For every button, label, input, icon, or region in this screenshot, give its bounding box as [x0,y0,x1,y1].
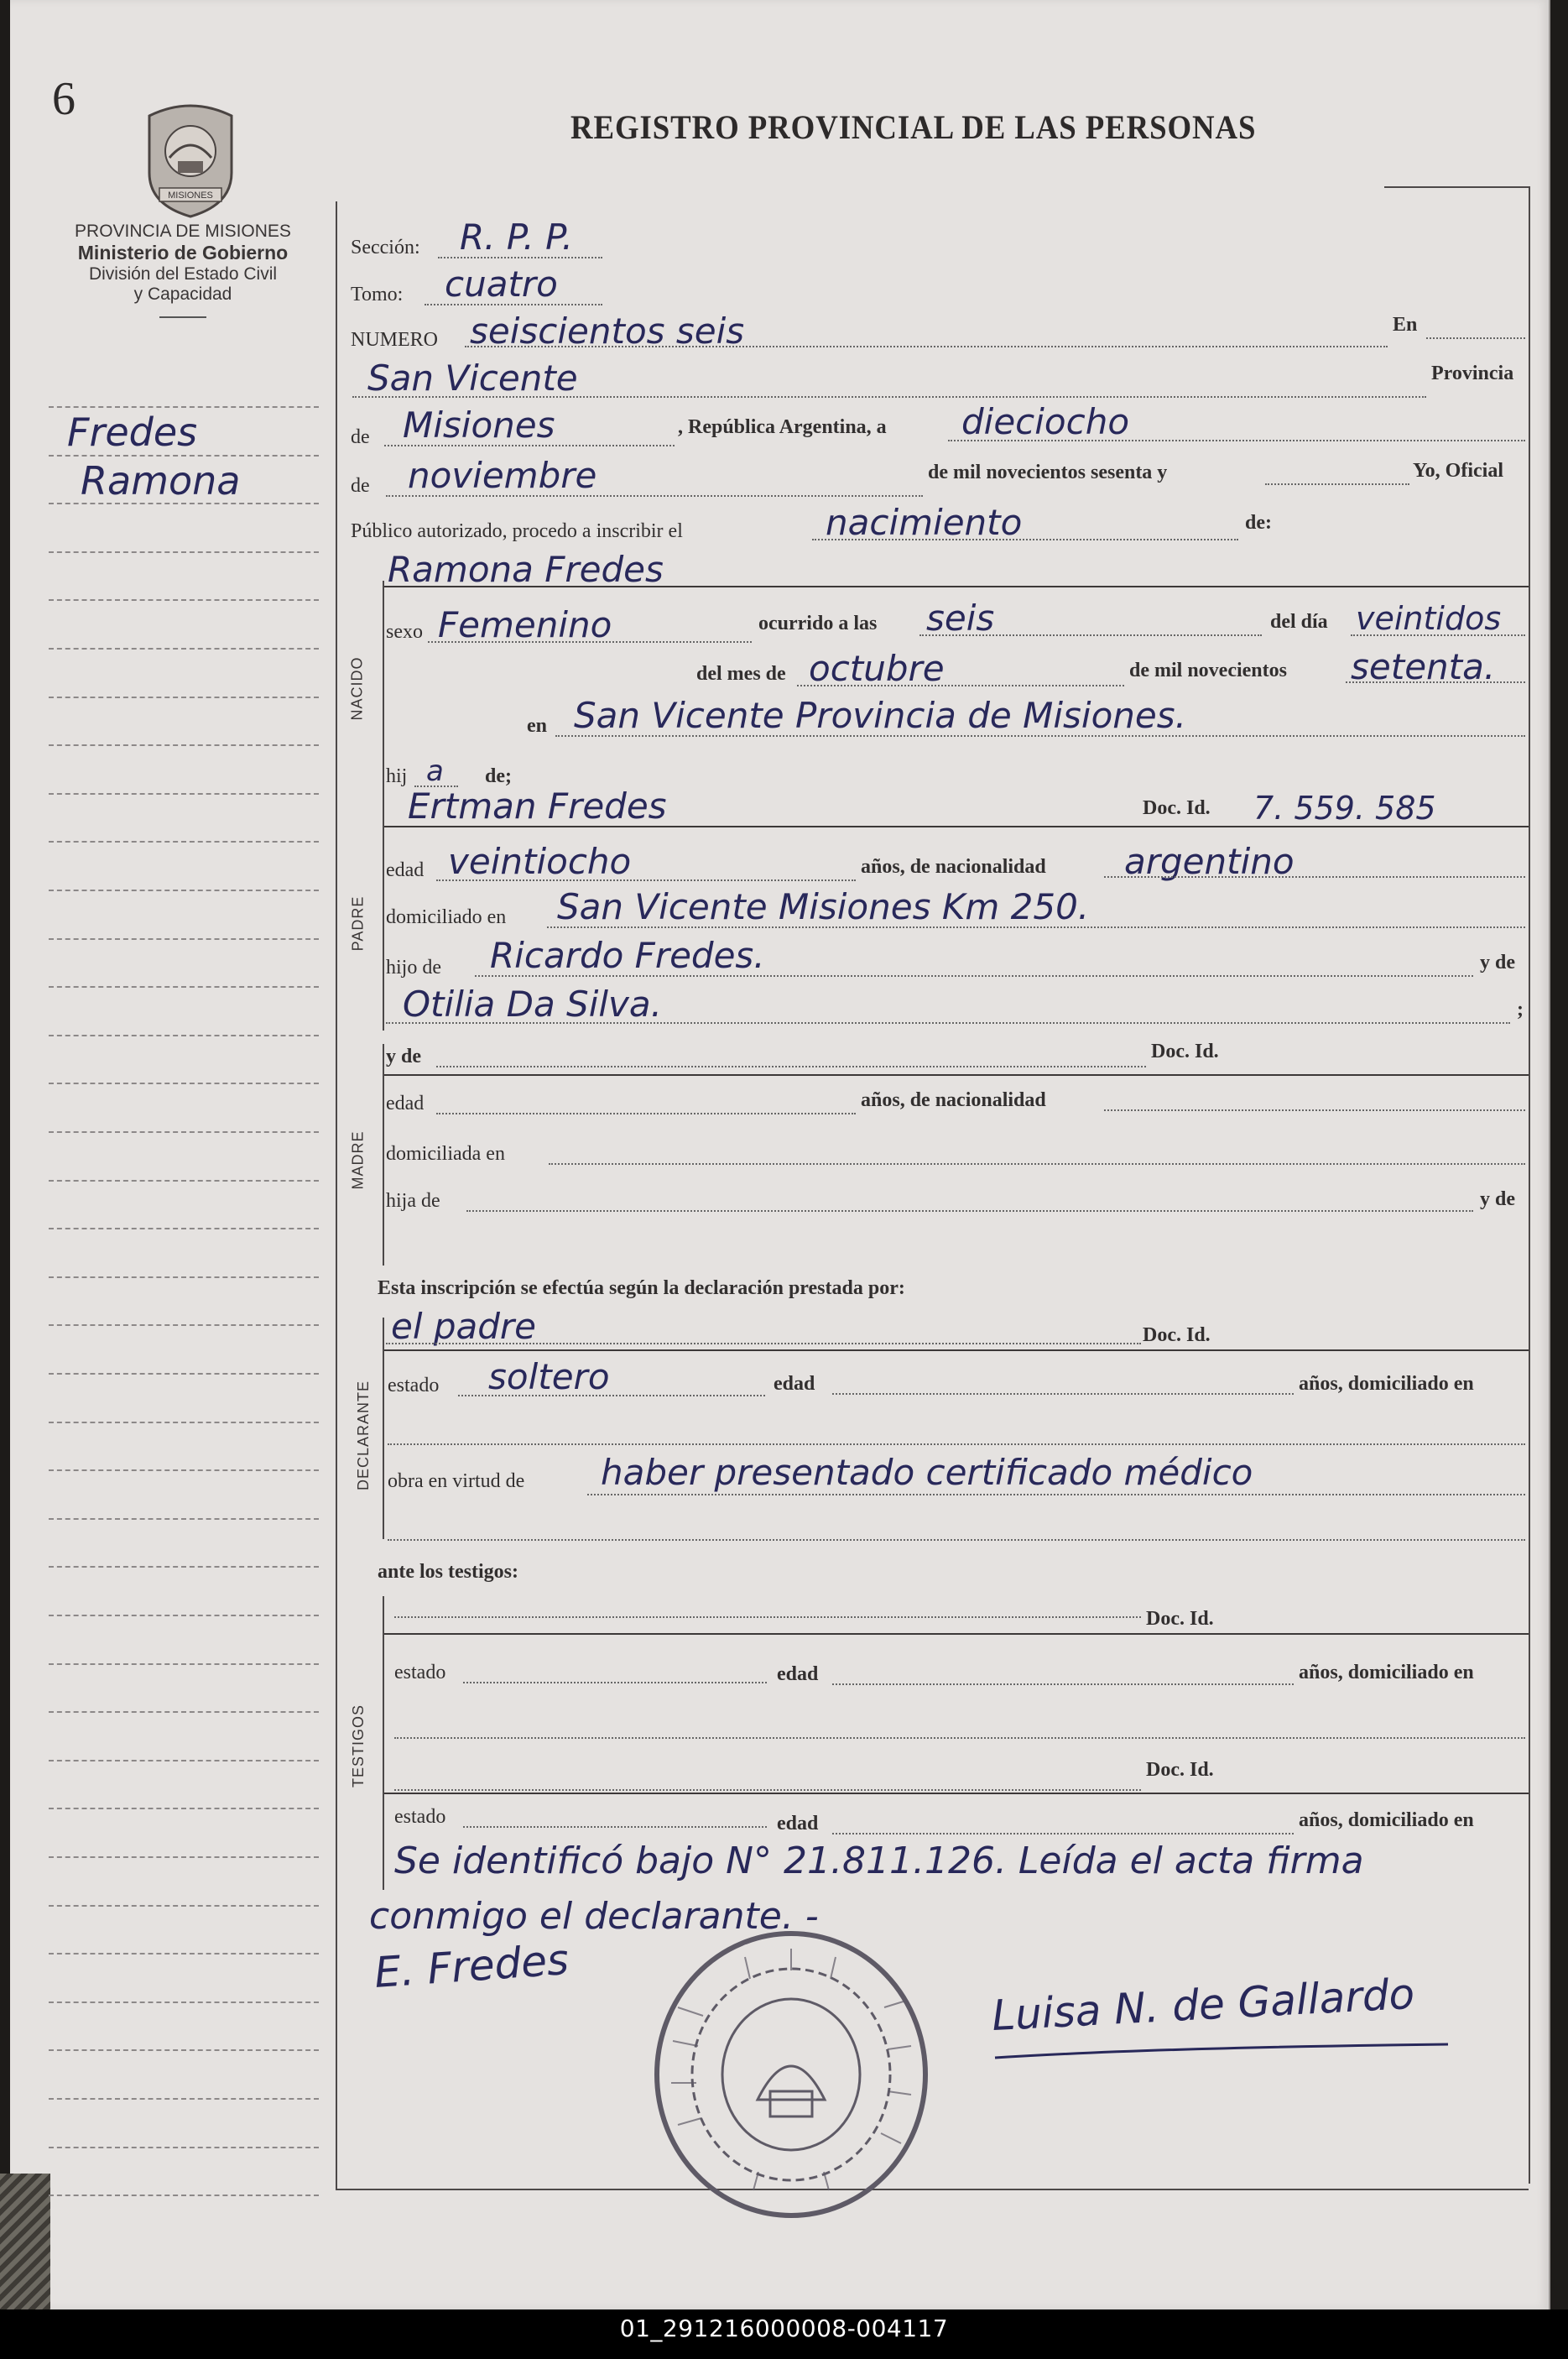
declarante-obra-value: haber presentado certificado médico [601,1452,1253,1493]
testigo1-estado-line [463,1682,767,1683]
testigo2-name-line [394,1789,1141,1791]
testigo1-doc-label: Doc. Id. [1146,1608,1214,1630]
margin-rule-line [49,1711,319,1713]
hij-value: a [426,754,444,788]
declarante-intro: Esta inscripción se efectúa según la declaración prestada por: [378,1277,905,1299]
padre-domicilio-line [547,926,1525,928]
place-born-line [555,735,1525,737]
margin-rule-line [49,406,319,408]
padre-doc-value: 7. 559. 585 [1253,790,1436,827]
madre-edad-label: edad [386,1093,425,1114]
declarante-edad-label: edad [774,1373,815,1395]
closing-line-2: conmigo el declarante. - [369,1895,819,1938]
margin-rule-line [49,697,319,698]
image-filename: 01_291216000008-004117 [619,2315,949,2342]
official-stamp-seal [644,1923,938,2226]
margin-rule-line [49,1760,319,1761]
month-born-line [797,685,1124,686]
tomo-label: Tomo: [351,284,404,305]
del-dia-label: del día [1270,611,1328,633]
padre-father-value: Ricardo Fredes. [490,935,765,976]
margin-rule-line [49,986,319,988]
declarante-signature: E. Fredes [372,1934,570,1998]
testigo1-estado-label: estado [394,1662,446,1683]
seccion-line [438,257,602,258]
mil-label: de mil novecientos sesenta y [928,462,1168,483]
declarante-doc-label: Doc. Id. [1143,1324,1211,1346]
padre-anos-label: años, de nacionalidad [861,856,1046,878]
padre-doc-label: Doc. Id. [1143,797,1211,819]
declarante-anos-label: años, domiciliado en [1299,1373,1474,1395]
margin-rule-line [49,1035,319,1036]
madre-domicilio-line [549,1163,1525,1165]
year-born-line [1346,681,1525,683]
day-born-line [1351,634,1525,636]
testigo1-rule [384,1633,1529,1635]
declarante-domicilio-line [388,1443,1525,1445]
testigo1-name-line [394,1616,1141,1618]
margin-rule-line [49,2049,319,2051]
year-born-value: setenta. [1351,646,1496,687]
testigos-bracket [383,1596,384,1890]
sexo-value: Femenino [438,604,612,645]
margin-rule-line [49,1180,319,1182]
margin-rule-line [49,2098,319,2100]
testigo2-edad-line [832,1833,1294,1834]
testigo2-estado-line [463,1826,767,1828]
month-line [386,495,923,497]
day-line [948,440,1525,441]
margin-rule-line [49,1663,319,1665]
page-number: 6 [52,73,76,125]
de-month-label: de [351,475,370,497]
header-rule [159,316,206,318]
act-value: nacimiento [826,502,1023,543]
section-label-madre: MADRE [349,1130,367,1190]
binder-edge [0,2174,50,2309]
place-born-value: San Vicente Provincia de Misiones. [574,695,1186,736]
nacido-bracket [383,581,384,809]
declarante-estado-label: estado [388,1375,440,1396]
en-born-label: en [527,715,547,737]
division-name: División del Estado Civil [88,264,278,284]
division-name-2: y Capacidad [133,284,232,304]
margin-rule-line [49,1566,319,1568]
place-line [352,396,1426,398]
padre-name-line [384,826,1529,827]
margin-rule-line [49,1808,319,1809]
declarante-edad-line [832,1393,1294,1395]
padre-mother-line [386,1022,1510,1024]
province-value: Misiones [403,404,555,446]
declarante-obra-line [587,1494,1525,1495]
margin-rule-line [49,1953,319,1955]
padre-father-line [475,975,1473,977]
testigos-intro: ante los testigos: [378,1561,518,1583]
padre-hijo-label: hijo de [386,957,441,979]
ocurrido-label: ocurrido a las [758,613,878,634]
seccion-value: R. P. P. [460,217,574,258]
testigo1-edad-label: edad [777,1663,819,1685]
madre-y-de-label: y de [386,1046,421,1067]
day-value: dieciocho [961,401,1130,442]
declarante-name: el padre [391,1306,537,1347]
nacido-name-line [384,586,1529,587]
section-label-declarante: DECLARANTE [355,1380,372,1491]
testigo1-domicilio-line [394,1737,1525,1739]
hij-de-label: de; [485,765,512,787]
margin-rule-line [49,1324,319,1326]
madre-anos-label: años, de nacionalidad [861,1089,1046,1111]
mil-born-label: de mil novecientos [1129,660,1287,681]
month-value: noviembre [408,455,597,496]
column-divider [336,201,337,2190]
declarante-estado-value: soltero [488,1356,610,1397]
declarante-name-rule [384,1349,1529,1351]
seccion-label: Sección: [351,237,420,258]
margin-rule-line [49,1228,319,1229]
padre-edad-label: edad [386,859,425,881]
provincial-seal-logo [141,99,240,218]
margin-rule-line [49,1469,319,1471]
year-line [1265,483,1409,485]
hour-line [919,634,1262,636]
margin-rule-line [49,599,319,601]
margin-rule-line [49,1083,319,1084]
section-label-padre: PADRE [349,895,367,952]
section-label-nacido: NACIDO [348,656,366,721]
padre-name: Ertman Fredes [408,785,667,827]
place-value: San Vicente [367,358,578,399]
testigo1-edad-line [832,1683,1294,1685]
margin-rule-line [49,2147,319,2148]
margin-rule-line [49,551,319,553]
sexo-line [428,641,752,643]
padre-semicolon: ; [1517,999,1524,1020]
en-line [1426,337,1525,339]
testigo2-estado-label: estado [394,1806,446,1828]
ministry-name: Ministerio de Gobierno [77,242,289,264]
hour-value: seis [926,598,995,639]
testigo2-anos-label: años, domiciliado en [1299,1809,1474,1831]
republica-label: , República Argentina, a [678,416,887,438]
numero-line [465,346,1388,347]
margin-rule-line [49,1856,319,1858]
madre-nationality-line [1104,1109,1525,1111]
issuing-authority [40,222,326,318]
padre-edad-line [436,879,856,881]
padre-edad-value: veintiocho [448,841,632,882]
sexo-label: sexo [386,621,423,643]
margin-rule-line [49,938,319,940]
testigo2-rule [384,1793,1529,1794]
de-colon-label: de: [1245,512,1272,534]
numero-label: NUMERO [351,329,439,351]
madre-doc-label: Doc. Id. [1151,1041,1219,1062]
mes-label: del mes de [696,663,786,685]
month-born-value: octubre [809,648,945,689]
closing-line-1: Se identificó bajo N° 21.811.126. Leída el acta firma [394,1840,1364,1882]
margin-rule-line [49,1518,319,1520]
testigo2-doc-label: Doc. Id. [1146,1759,1214,1781]
madre-name-rule [384,1074,1529,1076]
margin-rule-line [49,648,319,650]
de-label: de [351,426,370,448]
tomo-line [425,304,602,305]
margin-rule-line [49,1615,319,1616]
padre-bracket [383,806,384,1031]
provincia-label: Provincia [1431,363,1514,384]
padre-nationality-line [1104,876,1525,878]
declarante-obra-label: obra en virtud de [388,1470,525,1492]
day-born-value: veintidos [1356,600,1502,637]
padre-nationality-value: argentino [1124,841,1295,882]
page-title: REGISTRO PROVINCIAL DE LAS PERSONAS [570,108,1257,146]
margin-surname: Fredes [67,410,198,455]
testigo2-edad-label: edad [777,1813,819,1834]
declarante-extra-line [388,1539,1525,1541]
margin-rule-line [49,841,319,843]
margin-rule-line [49,1276,319,1278]
padre-domicilio-value: San Vicente Misiones Km 250. [557,886,1090,927]
testigo1-anos-label: años, domiciliado en [1299,1662,1474,1683]
margin-rule-line [49,1373,319,1375]
publico-label: Público autorizado, procedo a inscribir el [351,520,683,542]
margin-rule-line [49,2195,319,2196]
madre-bracket [383,1044,384,1266]
margin-rule-line [49,2001,319,2003]
logo-text: MISIONES [168,190,213,201]
section-label-testigos: TESTIGOS [350,1704,367,1788]
top-right-border [1384,186,1529,188]
act-line [812,539,1238,540]
province-line [384,445,675,446]
margin-given-name: Ramona [81,458,241,504]
margin-rule-line [49,1131,319,1133]
officer-signature: Luisa N. de Gallardo [990,1969,1416,2041]
declarante-estado-line [458,1395,765,1396]
madre-hija-label: hija de [386,1190,440,1212]
hij-label: hij [386,765,408,787]
madre-hija-line [466,1210,1473,1212]
right-border [1529,186,1530,2184]
tomo-value: cuatro [445,264,558,305]
madre-edad-line [436,1113,856,1114]
margin-rule-line [49,1905,319,1907]
numero-value: seiscientos seis [470,311,745,352]
nacido-name: Ramona Fredes [388,549,664,590]
declarante-name-line [386,1343,1141,1344]
padre-mother-value: Otilia Da Silva. [403,984,662,1025]
padre-domicilio-label: domiciliado en [386,906,507,928]
madre-y-de-end: y de [1480,1188,1515,1210]
margin-rule-line [49,455,319,457]
madre-domicilio-label: domiciliada en [386,1143,505,1165]
margin-rule-line [49,793,319,795]
padre-y-de-label: y de [1480,952,1515,973]
margin-rule-line [49,744,319,746]
margin-rule-line [49,890,319,891]
madre-name-line [436,1066,1146,1067]
en-label: En [1393,314,1418,336]
margin-rule-line [49,1422,319,1423]
province-name: PROVINCIA DE MISIONES [75,222,291,241]
yo-label: Yo, Oficial [1413,460,1503,482]
